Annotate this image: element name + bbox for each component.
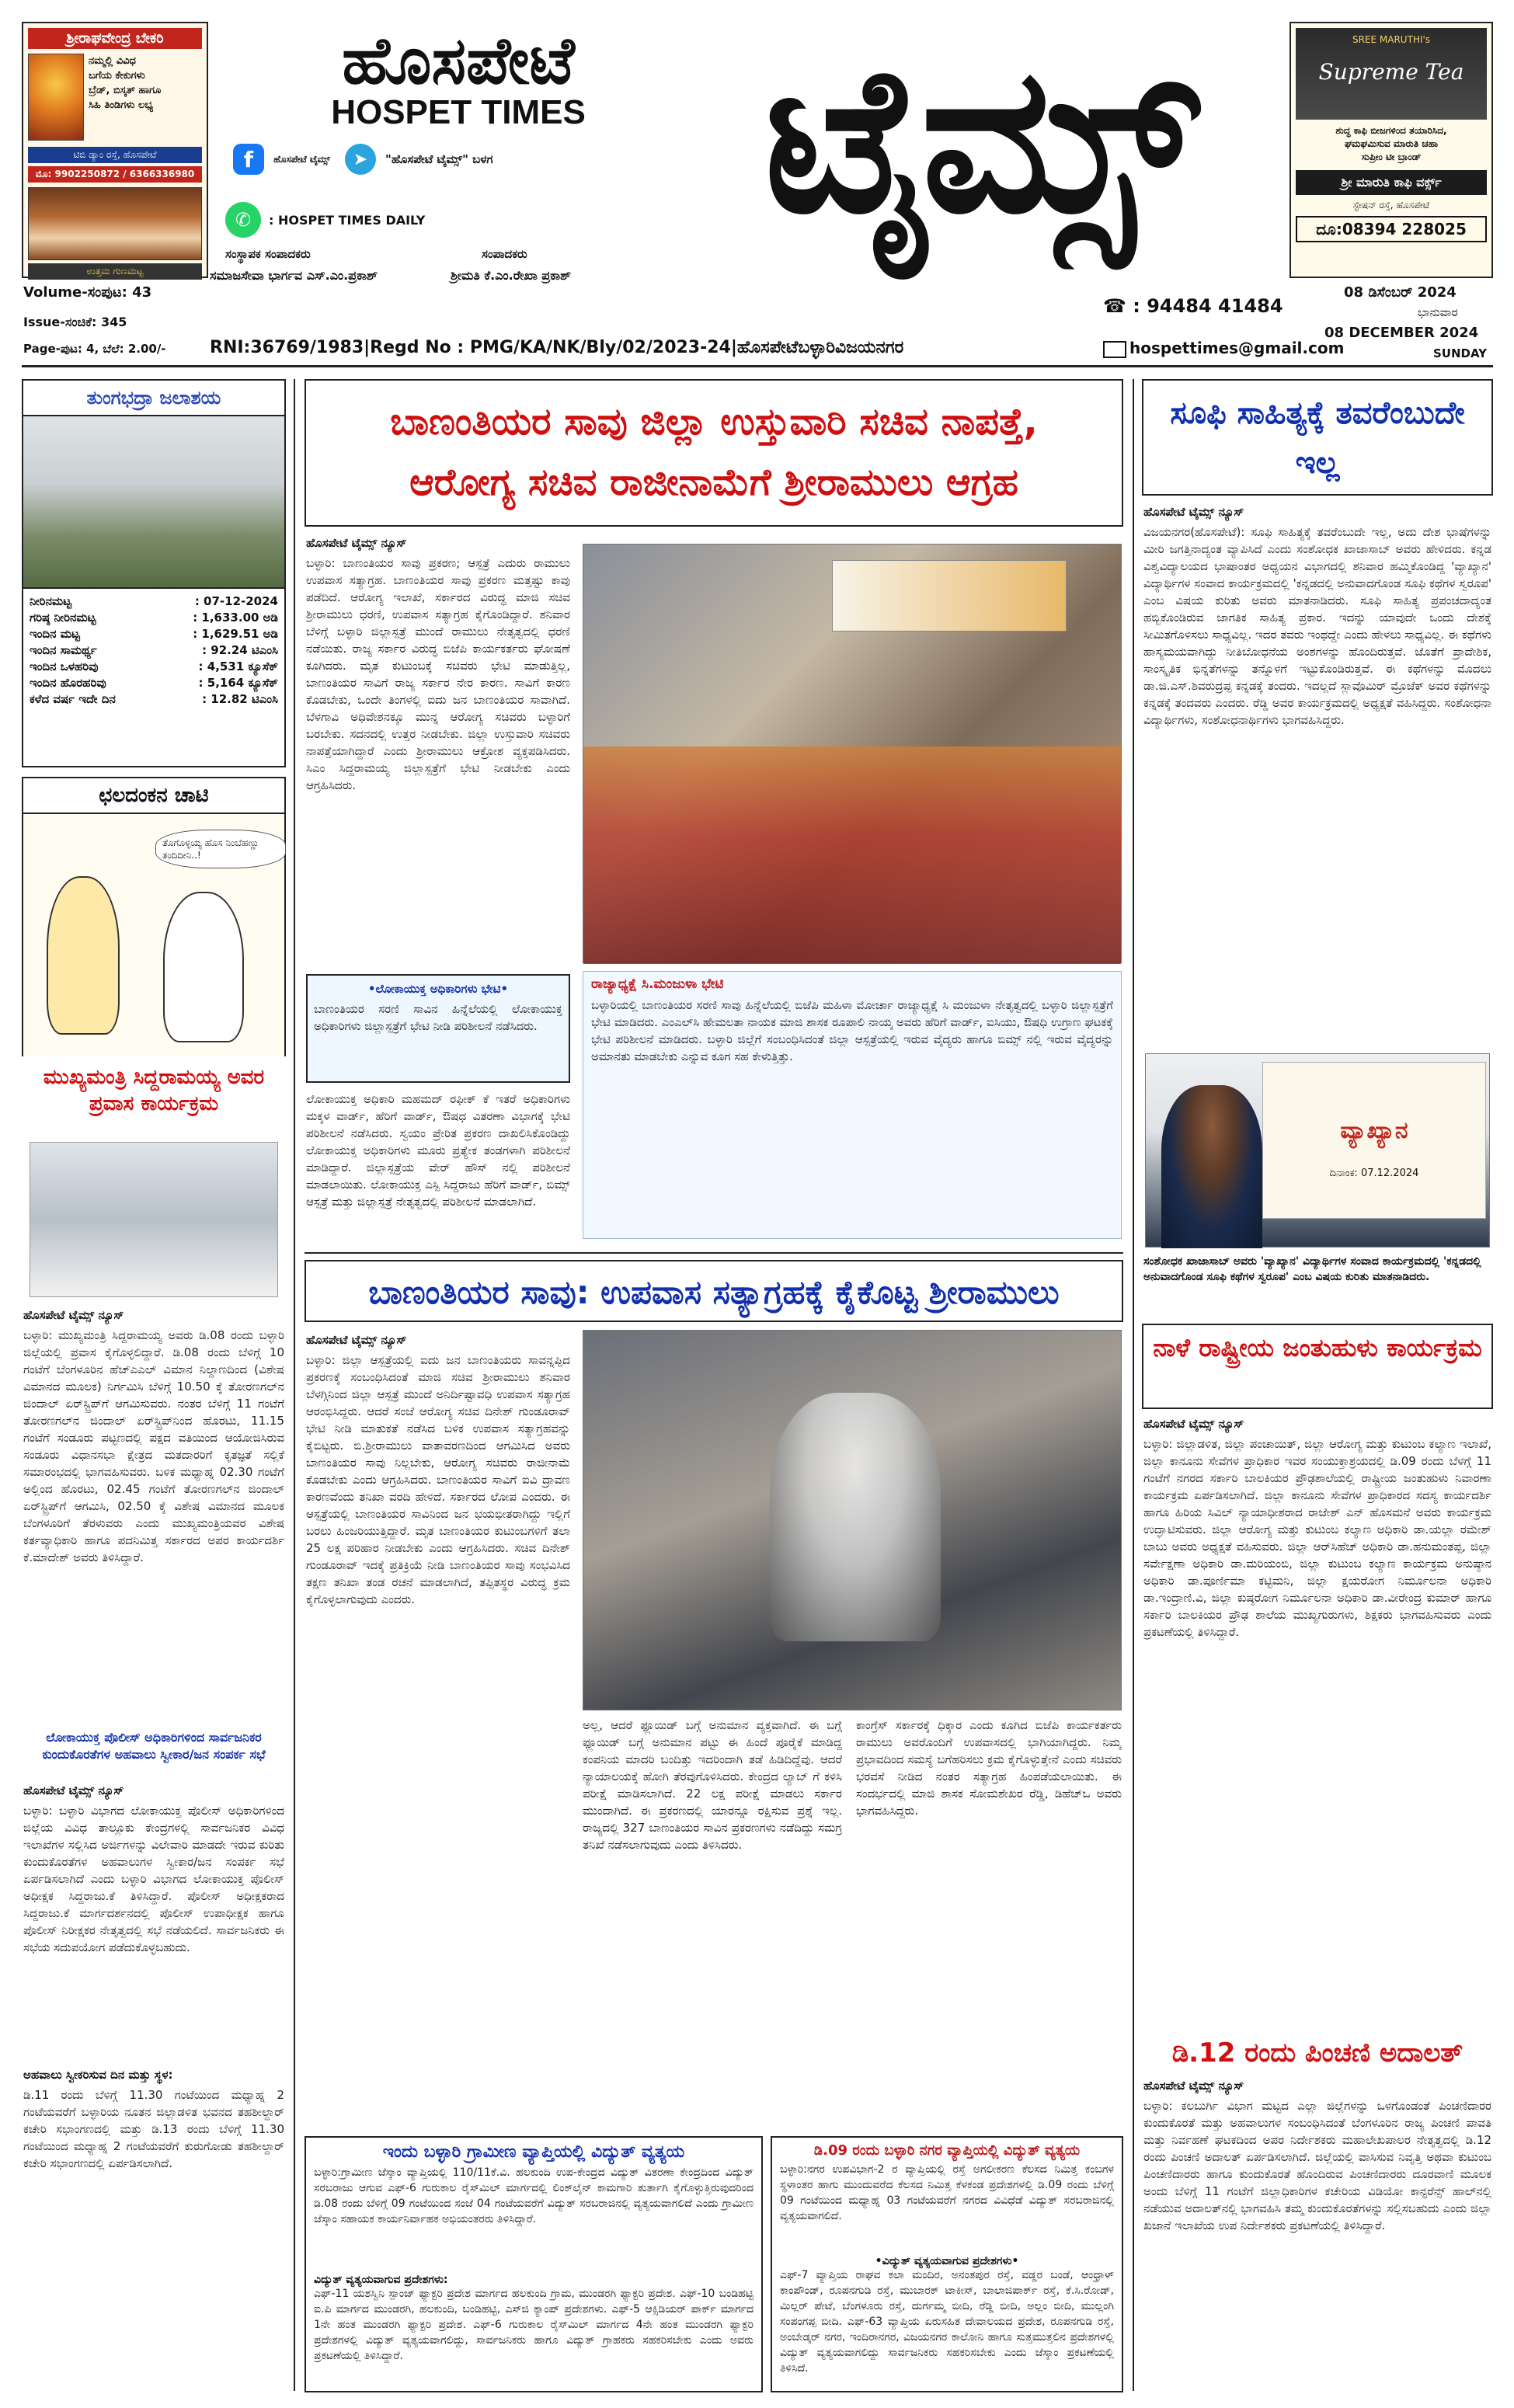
dam-row: ಗರಿಷ್ಠ ನೀರಿನಮಟ್ಟ : 1,633.00 ಅಡಿ [30,611,278,625]
second-photo [583,1330,1122,1710]
facebook-icon[interactable]: f [233,144,264,175]
whatsapp-row [225,200,691,239]
city-power-areas: ಎಫ್-7 ವ್ಯಾಪ್ತಿಯ ರಾಘವ ಕಲಾ ಮಂದಿರ, ಅನಂತಪುರ ರಸ್ತೆ, ವಡ್ಡರ ಬಂಡೆ, ಆಂಧ್ರಾಳ್ ಕಾಂಪೌಂಡ್, ರೂಪನಗುಡಿ ರಸ್ತೆ, ಮುಬಾರಕ್ ಟಾಕೀಸ್, ಬಾಲಾಜಿಪಾರ್ಕ್ ರಸ್ತೆ, ಕೆ.ಸಿ.ರೋಡ್, ಮಿಲ್ಲರ್ ಪೇಟೆ, ಬೆಂಗಳೂರು ರಸ್ತೆ, ದುರ್ಗಮ್ಮ ಬೀದಿ, ರೆಡ್ಡಿ ಬೀದಿ, ಅಲ್ಲಂ ಬೀದಿ, ಮುಲ್ಲಂಗಿ ಸಂಪಂಗಪ್ಪ ಬೀದಿ. ಎಫ್-63 ವ್ಯಾಪ್ತಿಯ ಏರುಸಹಿತ ದೇವಾಲಯದ ಪ್ರದೇಶ, ರೂಪನಗುಡಿ ರಸ್ತೆ, ಅಂಬೇಡ್ಕರ್ ನಗರ, ಇಂದಿರಾನಗರ, ವಿಜಯನಗರ ಕಾಲೋನಿ ಹಾಗೂ ಸುತ್ತಮುತ್ತಲಿನ ಪ್ರದೇಶಗಳಲ್ಲಿ ವಿದ್ಯುತ್ ವ್ಯತ್ಯಯವಾಗಲಿದ್ದು ಸಾರ್ವಜನಿಕರು ಸಹಕರಿಸಬೇಕು ಎಂದು ಜೆಸ್ಕಾಂ ಪ್ರಕಟಣೆಯಲ್ಲಿ ತಿಳಿಸಿದೆ. [780,2269,1114,2375]
ad-tea [1290,22,1493,278]
cm-photo [30,1142,278,1297]
cake-image [28,187,202,260]
whatsapp-label[interactable]: : HOSPET TIMES DAILY [269,212,426,228]
second-byline: ಹೊಸಪೇಟೆ ಟೈಮ್ಸ್ ನ್ಯೂಸ್ [306,1333,407,1347]
editor-name: ಶ್ರೀಮತಿ ಕೆ.ಎಂ.ರೇಖಾ ಪ್ರಕಾಶ್ [451,268,572,283]
ad-bakery-line: ಸಿಹಿ ತಿಂಡಿಗಳು ಲಭ್ಯ [89,99,154,111]
dam-row: ಇಂದಿನ ಒಳಹರಿವು : 4,531 ಕ್ಯೂಸೆಕ್ [30,659,278,673]
dam-row: ನೀರಿನಮಟ್ಟ : 07-12-2024 [30,594,278,608]
ad-tea-address: ಸ್ಟೇಷನ್ ರಸ್ತೆ, ಹೊಸಪೇಟೆ [1352,200,1430,211]
city-power-box [771,2136,1123,2392]
lead-photo [583,544,1122,963]
cartoon-title: ಛಲದಂಕನ ಚಾಟಿ [23,778,284,814]
second-photo-figure [770,1393,941,1641]
deworm-body: ಬಳ್ಳಾರಿ: ಜಿಲ್ಲಾಡಳಿತ, ಜಿಲ್ಲಾ ಪಂಚಾಯಿತ್, ಜಿಲ್ಲಾ ಆರೋಗ್ಯ ಮತ್ತು ಕುಟುಂಬ ಕಲ್ಯಾಣ ಇಲಾಖೆ, ಜಿಲ್ಲಾ ಕಾನೂನು ಸೇವೆಗಳ ಪ್ರಾಧಿಕಾರ ಇವರ ಸಂಯುಕ್ತಾಶ್ರಯದಲ್ಲಿ ಡಿ.09 ರಂದು ಬೆಳಗ್ಗೆ 11 ಗಂಟೆಗೆ ನಗರದ ಸರ್ಕಾರಿ ಬಾಲಕಿಯರ ಪ್ರೌಢಶಾಲೆಯಲ್ಲಿ ರಾಷ್ಟ್ರೀಯ ಜಂತುಹುಳು ನಿವಾರಣಾ ಕಾರ್ಯಕ್ರಮ ಏರ್ಪಡಿಸಲಾಗಿದೆ. ಜಿಲ್ಲಾ ಕಾನೂನು ಸೇವೆಗಳ ಪ್ರಾಧಿಕಾರದ ಸದಸ್ಯ ಕಾರ್ಯದರ್ಶಿ ಹಾಗೂ ಹಿರಿಯ ಸಿವಿಲ್ ನ್ಯಾಯಾಧೀಶರಾದ ರಾಜೇಶ್ ಎನ್ ಹೊಸಮನೆ ಅವರು ಕಾರ್ಯಕ್ರಮ ಉದ್ಘಾಟಿಸುವರು. ಜಿಲ್ಲಾ ಆರೋಗ್ಯ ಮತ್ತು ಕುಟುಂಬ ಕಲ್ಯಾಣ ಅಧಿಕಾರಿ ಡಾ.ಯಲ್ಲಾ ರಮೇಶ್ ಬಾಬು ಅವರು ಅಧ್ಯಕ್ಷತೆ ವಹಿಸುವರು. ಜಿಲ್ಲಾ ಆರ್‌ಸಿಹೆಚ್ ಅಧಿಕಾರಿ ಡಾ.ಹನುಮಂತಪ್ಪ, ಜಿಲ್ಲಾ ಸರ್ವೇಕ್ಷಣಾ ಅಧಿಕಾರಿ ಡಾ.ಮರಿಯಂಬಿ, ಜಿಲ್ಲಾ ಕುಟುಂಬ ಕಲ್ಯಾಣ ಕಾರ್ಯಕ್ರಮ ಅನುಷ್ಠಾನ ಅಧಿಕಾರಿ ಡಾ.ಪೂರ್ಣಿಮಾ ಕಟ್ಟಿಮನಿ, ಜಿಲ್ಲಾ ಕ್ಷಯರೋಗ ನಿರ್ಮೂಲನಾ ಅಧಿಕಾರಿ ಡಾ.ಇಂದ್ರಾಣಿ.ವಿ, ಜಿಲ್ಲಾ ಕುಷ್ಠರೋಗ ನಿರ್ಮೂಲನಾ ಅಧಿಕಾರಿ ಡಾ.ವೀರೇಂದ್ರ ಕುಮಾರ್ ಹಾಗೂ ಸರ್ಕಾರಿ ಬಾಲಕಿಯರ ಪ್ರೌಢ ಶಾಲೆಯ ಮುಖ್ಯಗುರುಗಳು, ಶಿಕ್ಷಕರು ಭಾಗವಹಿಸುವರು ಎಂದು ಪ್ರಕಟಣೆಯಲ್ಲಿ ತಿಳಿಸಿದ್ದಾರೆ. [1143,1437,1491,1639]
pension-body: ಬಳ್ಳಾರಿ: ಕಲಬುರ್ಗಿ ವಿಭಾಗ ಮಟ್ಟದ ಎಲ್ಲಾ ಜಿಲ್ಲೆಗಳನ್ನು ಒಳಗೊಂಡಂತೆ ಪಿಂಚಣಿದಾರರ ಕುಂದುಕೊರತೆ ಮತ್ತು ಅಹವಾಲುಗಳ ಸಂಬಂಧಿಸಿದಂತೆ ಬೆಂಗಳೂರಿನ ರಾಜ್ಯ ಪಿಂಚಣಿ ಪಾವತಿ ಮತ್ತು ನಿರ್ವಹಣೆ ಘಟಕದಿಂದ ಅಪರ ನಿರ್ದೇಶಕರು ಮಹಾಲೇಖಪಾಲರ ನೇತೃತ್ವದಲ್ಲಿ ಡಿ.12 ರಂದು ಪಿಂಚಣಿ ಅದಾಲತ್ ಏರ್ಪಡಿಸಲಾಗಿದೆ. ಜಿಲ್ಲೆಯಲ್ಲಿ ವಾಸಿಸುವ ನಿವೃತ್ತಿ ಅಥವಾ ಕುಟುಂಬ ಪಿಂಚಣಿದಾರರು ಹಾಗೂ ಕುಂದುಕೊರತೆ ಹೊಂದಿರುವ ಪಿಂಚಣಿದಾರರು ದೂರವಾಣಿ ಮೂಲಕ ಅಂದು ಬೆಳಿಗ್ಗೆ 11 ಗಂಟೆಗೆ ಜಿಲ್ಲಾಧಿಕಾರಿಗಳ ಕಚೇರಿಯ ವಿಡಿಯೋ ಕಾನ್ಫರೆನ್ಸ್ ಹಾಲ್‌ನಲ್ಲಿ ನಡೆಯುವ ಅದಾಲತ್‌ನಲ್ಲಿ ಭಾಗವಹಿಸಿ ತಮ್ಮ ಕುಂದುಕೊರತೆಗಳನ್ನು ಸಲ್ಲಿಸಬಹುದು ಎಂದು ಜಿಲ್ಲಾ ಖಜಾನೆ ಇಲಾಖೆಯ ಉಪ ನಿರ್ದೇಶಕರು ಪ್ರಕಟಣೆಯಲ್ಲಿ ತಿಳಿಸಿದ್ದಾರೆ. [1143,2099,1491,2232]
deworm-headline: ನಾಳೆ ರಾಷ್ಟ್ರೀಯ ಜಂತುಹುಳು ಕಾರ್ಯಕ್ರಮ [1142,1324,1493,1409]
cartoon-box [22,777,286,1056]
whatsapp-icon[interactable]: ✆ [225,202,261,238]
email-address[interactable]: hospettimes@gmail.com [1129,339,1345,357]
cm-byline: ಹೊಸಪೇಟೆ ಟೈಮ್ಸ್ ನ್ಯೂಸ್ [23,1308,124,1322]
lead-photo-banner [832,560,1067,632]
ad-tea-phone: ದೂ:08394 228025 [1296,216,1487,242]
phone-number: 94484 41484 [1147,295,1283,317]
lead-photo-caption-box [583,971,1122,1239]
mid-rule [305,1252,1123,1254]
registration-line: RNI:36769/1983|Regd No : PMG/KA/NK/Bly/02/2023-24|ಹೊಸಪೇಟೆಬಳ್ಳಾರಿವಿಜಯನಗರ [210,338,904,357]
column-rule-right [1133,379,1134,2391]
rural-power-areas-title: ವಿದ್ಯುತ್ ವ್ಯತ್ಯಯವಾಗುವ ಪ್ರದೇಶಗಳು: [314,2274,448,2286]
lead-headline-line2: ಆರೋಗ್ಯ ಸಚಿವ ರಾಜೀನಾಮೆಗೆ ಶ್ರೀರಾಮುಲು ಆಗ್ರಹ [409,461,1018,504]
lokayukta-headline: ಲೋಕಾಯುಕ್ತ ಪೊಲೀಸ್ ಅಧಿಕಾರಿಗಳಿಂದ ಸಾರ್ವಜನಿಕರ ಕುಂದುಕೊರತೆಗಳ ಅಹವಾಲು ಸ್ವೀಕಾರ/ಜನ ಸಂಪರ್ಕ ಸಭೆ [42,1730,266,1762]
social-row [233,140,699,179]
lead-photo-caption-body: ಬಳ್ಳಾರಿಯಲ್ಲಿ ಬಾಣಂತಿಯರ ಸರಣಿ ಸಾವು ಹಿನ್ನೆಲೆಯಲ್ಲಿ ಬಿಜೆಪಿ ಮಹಿಳಾ ಮೋರ್ಚಾ ರಾಜ್ಯಾಧ್ಯಕ್ಷೆ ಸಿ ಮಂಜುಳಾ ನೇತೃತ್ವದಲ್ಲಿ ಬಳ್ಳಾರಿ ಜಿಲ್ಲಾಸ್ಪತ್ರೆಗೆ ಭೇಟಿ ಮಾಡಿದರು. ಎಂಎಲ್‌ಸಿ ಹೇಮಲತಾ ನಾಯಕ ಮಾಜಿ ಶಾಸಕ ರೂಪಾಲಿ ನಾಯ್ಕ ಅವರು ಹೆರಿಗೆ ವಾರ್ಡ್, ಐಸಿಯು, ಔಷಧಿ ಉಗ್ರಾಣ ಘಟಕಕ್ಕೆ ಭೇಟಿ ಪರಿಶೀಲನೆ ಮಾಡಿದರು. ಬಳ್ಳಾರಿ ಜಿಲ್ಲೆಗೆ ಸಂಬಂಧಿಸಿದಂತೆ ಜಿಲ್ಲಾ ಆಸ್ಪತ್ರೆಯಲ್ಲಿ ಇರುವ ವೈದ್ಯರು ಹಾಗೂ ಬಿಮ್ಸ್ ನಲ್ಲಿ ಇರುವ ವೈದ್ಯರನ್ನು ಅಮಾನತು ಮಾಡಬೇಕು ಎನ್ನುವ ಕೂಗ ಸಹ ಕೇಳುತ್ತಿತ್ತು. [591,998,1113,1063]
lead-headline-line1: ಬಾಣಂತಿಯರ ಸಾವು ಜಿಲ್ಲಾ ಉಸ್ತುವಾರಿ ಸಚಿವ ನಾಪತ್ತೆ, [390,400,1038,444]
cartoon-figure-left [47,876,120,1035]
city-power-areas-title: •ವಿದ್ಯುತ್ ವ್ಯತ್ಯಯವಾಗುವ ಪ್ರದೇಶಗಳು• [875,2255,1019,2267]
pages-price: Page-ಪುಟ: 4, ಬೆಲೆ: 2.00/- [23,342,166,356]
lokayukta-sidebox-body: ಬಾಣಂತಿಯರ ಸರಣಿ ಸಾವಿನ ಹಿನ್ನೆಲೆಯಲ್ಲಿ ಲೋಕಾಯುಕ್ತ ಅಧಿಕಾರಿಗಳು ಜಿಲ್ಲಾಸ್ಪತ್ರೆಗೆ ಭೇಟಿ ನೀಡಿ ಪರಿಶೀಲನೆ ನಡೆಸಿದರು. [314,1002,562,1033]
lead-headline-box [305,379,1123,527]
lokayukta-byline: ಹೊಸಪೇಟೆ ಟೈಮ್ಸ್ ನ್ಯೂಸ್ [23,1783,124,1797]
lokayukta-schedule-title: ಅಹವಾಲು ಸ್ವೀಕರಿಸುವ ದಿನ ಮತ್ತು ಸ್ಥಳ: [23,2068,173,2082]
dam-row: ಕಳೆದ ವರ್ಷ ಇದೇ ದಿನ : 12.82 ಟಿಎಂಸಿ [30,692,278,706]
dam-row: ಇಂದಿನ ಸಾಮರ್ಥ್ಯ : 92.24 ಟಿಎಂಸಿ [30,643,278,657]
lokayukta-sidebox-title: •ಲೋಕಾಯುಕ್ತ ಅಧಿಕಾರಿಗಳು ಭೇಟಿ• [367,982,509,996]
lead-body-continued: ಲೋಕಾಯುಕ್ತ ಅಧಿಕಾರಿ ಮಹಮದ್ ರಫೀಕ್ ಕೆ ಇತರೆ ಅಧಿಕಾರಿಗಳು ಮಕ್ಕಳ ವಾರ್ಡ್, ಹೆರಿಗೆ ವಾರ್ಡ್, ಔಷಧ ವಿತರಣಾ ವಿಭಾಗಕ್ಕೆ ಭೇಟಿ ಪರಿಶೀಲನೆ ನಡೆಸಿದರು. ಸ್ವಯಂ ಪ್ರೇರಿತ ಪ್ರಕರಣ ದಾಖಲಿಸಿಕೊಂಡಿದ್ದು ಲೋಕಾಯುಕ್ತ ಅಧಿಕಾರಿಗಳು ಮೂರು ಪ್ರತ್ಯೇಕ ತಂಡಗಳಾಗಿ ಪರಿಶೀಲನೆ ಮಾಡಿದ್ದಾರೆ. ಜಿಲ್ಲಾಸ್ಪತ್ರೆಯ ವೇರ್ ಹೌಸ್ ನಲ್ಲಿ ಪರಿಶೀಲನೆ ಮಾಡಲಾಯಿತು. ಲೋಕಾಯುಕ್ತ ಎಸ್ಪಿ ಸಿದ್ದರಾಜು ಹೆರಿಗೆ ವಾರ್ಡ್, ಬಿಮ್ಸ್ ಆಸ್ಪತ್ರೆ ಮತ್ತು ಜಿಲ್ಲಾಸ್ಪತ್ರೆ ನೇತೃತ್ವದಲ್ಲಿ ಪರಿಶೀಲನೆ ಮಾಡಲಾಗಿದೆ. [306,1092,570,1209]
city-power-body: ಬಳ್ಳಾರಿ:ನಗರ ಉಪವಿಭಾಗ-2 ರ ವ್ಯಾಪ್ತಿಯಲ್ಲಿ ರಸ್ತೆ ಅಗಲೀಕರಣ ಕೆಲಸದ ನಿಮಿತ್ತ ಕಂಬಗಳ ಸ್ಥಳಾಂತರ ಹಾಗು ಮುಂದುವರೆದ ಕೆಲಸದ ನಿಮಿತ್ತ ಕೆಳಕಂಡ ಪ್ರದೇಶಗಳಲ್ಲಿ ಡಿ.09 ರಂದು ಬೆಳಿಗ್ಗೆ 09 ಗಂಟೆಯಿಂದ ಮಧ್ಯಾಹ್ನ 03 ಗಂಟೆಯವರೆಗೆ ನಗರದ ವಿವಿಧೆಡೆ ವಿದ್ಯುತ್ ಸರಬರಾಜಿನಲ್ಲಿ ವ್ಯತ್ಯಯವಾಗಲಿದೆ. [780,2163,1114,2222]
phone-icon: ☎ : [1103,295,1147,317]
lead-body: ಬಳ್ಳಾರಿ: ಬಾಣಂತಿಯರ ಸಾವು ಪ್ರಕರಣ; ಆಸ್ಪತ್ರೆ ಎದುರು ರಾಮುಲು ಉಪವಾಸ ಸತ್ಯಾಗ್ರಹ. ಬಾಣಂತಿಯರ ಸಾವು ಪ್ರಕರಣ ಮತ್ತಷ್ಟು ಕಾವು ಪಡೆದಿದೆ. ಆರೋಗ್ಯ ಇಲಾಖೆ, ಸರ್ಕಾರದ ವಿರುದ್ಧ ಮಾಜಿ ಸಚಿವ ಶ್ರೀರಾಮುಲು ಧರಣಿ, ಉಪವಾಸ ಸತ್ಯಾಗ್ರಹ ಕೈಗೊಂಡಿದ್ದಾರೆ. ಶನಿವಾರ ಬೆಳಿಗ್ಗೆ ಬಳ್ಳಾರಿ ಜಿಲ್ಲಾಸ್ಪತ್ರೆ ಮುಂದೆ ರಾಮುಲು ನೇತೃತ್ವದಲ್ಲಿ ಧರಣಿ ನಡೆಯಿತು. ರಾಜ್ಯ ಸರ್ಕಾರ ವಿರುದ್ಧ ಬಿಜೆಪಿ ಕಾರ್ಯಕರ್ತರು ಘೋಷಣೆ ಕೂಗಿದರು. ಮೃತ ಕುಟುಂಬಕ್ಕೆ ಸಚಿವರು ಭೇಟಿ ಮಾಡುತ್ತಿಲ್ಲ, ಬಾಣಂತಿಯರ ಸಾವಿಗೆ ರಾಜ್ಯ ಸರ್ಕಾರ ನೇರ ಕಾರಣ. ಸಾವಿಗೆ ಕಾರಣ ಕೊಡಬೇಕು, ಒಂದೇ ತಿಂಗಳಲ್ಲಿ ಐದು ಜನ ಬಾಣಂತಿಯರ ಸಾವಾಗಿದೆ. ಬೆಳಗಾವಿ ಅಧಿವೇಶನಕ್ಕೂ ಮುನ್ನ ಆರೋಗ್ಯ ಸಚಿವರು ಬಳ್ಳಾರಿಗೆ ಬರಬೇಕು. ಸದನದಲ್ಲಿ ಉತ್ತರ ನೀಡಬೇಕು. ಜಿಲ್ಲಾ ಉಸ್ತುವಾರಿ ಸಚಿವರು ನಾಪತ್ತೆಯಾಗಿದ್ದಾರೆ ಎಂದು ಶ್ರೀರಾಮುಲು ಆಕ್ರೋಶ ವ್ಯಕ್ತಪಡಿಸಿದರು. ಸಿಎಂ ಸಿದ್ದರಾಮಯ್ಯ ಜಿಲ್ಲಾಸ್ಪತ್ರೆಗೆ ಭೇಟಿ ನೀಡಬೇಕು ಎಂದು ಆಗ್ರಹಿಸಿದರು. [306,556,570,792]
cartoon-bubble: ತೊಗೊಳ್ಳಯ್ಯ ಹೊಸ ನಿಂಬೆಹಣ್ಣು ತಂದಿದೀನಿ..! [155,830,286,868]
column-rule-left [294,379,295,2391]
volume: Volume-ಸಂಪುಟ: 43 [23,284,152,301]
rural-power-body: ಬಳ್ಳಾರಿ:ಗ್ರಾಮೀಣ ಜೆಸ್ಕಾಂ ವ್ಯಾಪ್ತಿಯಲ್ಲಿ 110/11ಕೆ.ವಿ. ಹಲಕುಂದಿ ಉಪ-ಕೇಂದ್ರದ ವಿದ್ಯುತ್ ವಿತರಣಾ ಕೇಂದ್ರದಿಂದ ವಿದ್ಯುತ್ ಸರಬರಾಜು ಆಗುವ ಎಫ್-6 ಗುರುಕಾಲ ರೈಸ್‌ಮಿಲ್ ಮಾರ್ಗದಲ್ಲಿ ಲಿಂಕ್‌ಲೈನ್ ಕಾಮಗಾರಿ ತುರ್ತಾಗಿ ಕೈಗೊಳ್ಳುತ್ತಿರುವುದರಿಂದ ಡಿ.08 ರಂದು ಬೆಳಿಗ್ಗೆ 09 ಗಂಟೆಯಿಂದ ಸಂಜೆ 04 ಗಂಟೆಯವರೆಗೆ ವಿದ್ಯುತ್ ಸರಬರಾಜಿನಲ್ಲಿ ವ್ಯತ್ಯಯವಾಗಲಿದೆ ಎಂದು ಗ್ರಾಮೀಣ ಜೆಸ್ಕಾಂ ಸಹಾಯಕ ಕಾರ್ಯನಿರ್ವಾಹಕ ಅಭಿಯಂತರರು ತಿಳಿಸಿದ್ದಾರೆ. [314,2166,754,2225]
sufi-banner [1262,1062,1486,1219]
lokayukta-schedule: ಡಿ.11 ರಂದು ಬೆಳಿಗ್ಗೆ 11.30 ಗಂಟೆಯಿಂದ ಮಧ್ಯಾಹ್ನ 2 ಗಂಟೆಯವರೆಗೆ ಬಳ್ಳಾರಿಯ ನೂತನ ಜಿಲ್ಲಾಡಳಿತ ಭವನದ ತಹಶೀಲ್ದಾರ್ ಕಚೇರಿ ಸಭಾಂಗಣದಲ್ಲಿ ಮತ್ತು ಡಿ.13 ರಂದು ಬೆಳಿಗ್ಗೆ 11.30 ಗಂಟೆಯಿಂದ ಮಧ್ಯಾಹ್ನ 2 ಗಂಟೆಯವರೆಗೆ ಕುರುಗೋಡು ತಹಶೀಲ್ದಾರ್ ಕಚೇರಿ ಸಭಾಂಗಣದಲ್ಲಿ ಏರ್ಪಡಿಸಲಾಗಿದೆ. [23,2088,284,2170]
ad-tea-brand-top: SREE MARUTHI's [1352,34,1431,45]
ad-tea-line: ಸುಪ್ರೀಂ ಟೀ ಬ್ರಾಂಡ್ [1361,151,1422,162]
founder-label: ಸಂಸ್ಥಾಪಕ ಸಂಪಾದಕರು [225,247,311,261]
facebook-label[interactable]: ಹೊಸಪೇಟೆ ಟೈಮ್ಸ್ [273,154,331,165]
city-power-headline: ಡಿ.09 ರಂದು ಬಳ್ಳಾರಿ ನಗರ ವ್ಯಾಪ್ತಿಯಲ್ಲಿ ವಿದ್ಯುತ್ ವ್ಯತ್ಯಯ [813,2142,1081,2159]
masthead-rule [22,365,1493,367]
telegram-icon[interactable]: ➤ [345,144,376,175]
ad-bakery-address: ಟಿಬಿ ಡ್ಯಾಂ ರಸ್ತೆ, ಹೊಸಪೇಟೆ [28,147,202,163]
masthead-kannada-title: ಹೊಸಪೇಟೆ [342,22,575,99]
lokayukta-body: ಬಳ್ಳಾರಿ: ಬಳ್ಳಾರಿ ವಿಭಾಗದ ಲೋಕಾಯುಕ್ತ ಪೊಲೀಸ್ ಅಧಿಕಾರಿಗಳಿಂದ ಜಿಲ್ಲೆಯ ವಿವಿಧ ತಾಲ್ಲೂಕು ಕೇಂದ್ರಗಳಲ್ಲಿ ಸಾರ್ವಜನಿಕರ ವಿವಿಧ ಇಲಾಖೆಗಳ ಸಲ್ಲಿಸಿದ ಅರ್ಜಿಗಳನ್ನು ವಿಲೇವಾರಿ ಮಾಡದೇ ಇರುವ ಕುರಿತು ಕುಂದುಕೊರತೆಗಳ ಅಹವಾಲುಗಳ ಸ್ವೀಕಾರ/ಜನ ಸಂಪರ್ಕ ಸಭೆ ಏರ್ಪಡಿಸಲಾಗಿದೆ ಎಂದು ಬಳ್ಳಾರಿ ವಿಭಾಗದ ಲೋಕಾಯುಕ್ತ ಪೊಲೀಸ್ ಅಧೀಕ್ಷಕ ಸಿದ್ದರಾಜು.ಕೆ ತಿಳಿಸಿದ್ದಾರೆ. ಪೊಲೀಸ್ ಅಧೀಕ್ಷಕರಾದ ಸಿದ್ದರಾಜು.ಕೆ ಮಾರ್ಗದರ್ಶನದಲ್ಲಿ ಪೊಲೀಸ್ ಉಪಾಧೀಕ್ಷಕ ಹಾಗೂ ಪೊಲೀಸ್ ನಿರೀಕ್ಷಕರ ನೇತೃತ್ವದಲ್ಲಿ ಸಭೆ ನಡೆಯಲಿದೆ. ಸಾರ್ವಜನಿಕರು ಈ ಸಭೆಯ ಸದುಪಯೋಗ ಪಡೆದುಕೊಳ್ಳಬಹುದು. [23,1804,284,1954]
sufi-body: ವಿಜಯನಗರ(ಹೊಸಪೇಟೆ): ಸೂಫಿ ಸಾಹಿತ್ಯಕ್ಕೆ ತವರೆಂಬುದೇ ಇಲ್ಲ, ಅದು ದೇಶ ಭಾಷೆಗಳನ್ನು ಮೀರಿ ಜಗತ್ತಿನಾದ್ಯಂತ ವ್ಯಾಪಿಸಿದೆ ಎಂದು ಸಂಶೋಧಕ ಖಾಜಾಸಾಬ್ ಅವರು ಹೇಳಿದರು. ಕನ್ನಡ ವಿಶ್ವವಿದ್ಯಾಲಯದ ಭಾಷಾಂತರ ಅಧ್ಯಯನ ವಿಭಾಗದಲ್ಲಿ ಶನಿವಾರ ಹಮ್ಮಿಕೊಂಡಿದ್ದ 'ವ್ಯಾಖ್ಯಾನ' ವಿದ್ಯಾರ್ಥಿಗಳ ಸಂವಾದ ಕಾರ್ಯಕ್ರಮದಲ್ಲಿ 'ಕನ್ನಡದಲ್ಲಿ ಅನುವಾದಗೊಂಡ ಸೂಫಿ ಕಥೆಗಳ ಸ್ವರೂಪ' ಎಂಬ ವಿಷಯ ಕುರಿತು ಅವರು ಮಾತನಾಡಿದರು. ಸೂಫಿ ಸಾಹಿತ್ಯ ಪ್ರಪಂಚದಾದ್ಯಂತ ಹಬ್ಬಿಕೊಂಡಿರುವ ಜಾಗತಿಕ ಸಾಹಿತ್ಯ ಪ್ರಕಾರ. ಇದನ್ನು ಯಾವುದೇ ಒಂದು ದೇಶಕ್ಕೆ ಸೀಮಿತಗೊಳಿಸಲು ಸಾಧ್ಯವಿಲ್ಲ. ಇದರ ತವರು ಇಂಥದ್ದೇ ಎಂದು ಹೇಳಲು ಸಾಧ್ಯವಿಲ್ಲ. ಈ ಕಥೆಗಳು ಹಾಸ್ಯಮಯವಾಗಿದ್ದು ನೀತಿಬೋಧನೆಯ ಅಂಶಗಳನ್ನು ಹೊಂದಿರುತ್ತವೆ. ಜೊತೆಗೆ ಪ್ರಾದೇಶಿಕ, ಸಾಂಸ್ಕೃತಿಕ ಭಿನ್ನತೆಗಳನ್ನು ತನ್ನೊಳಗೆ ಇಟ್ಟುಕೊಂಡಿರುತ್ತವೆ. ಈ ಕಥೆಗಳನ್ನು ಮೊದಲು ಡಾ.ಜಿ.ಎಸ್.ಶಿವರುದ್ರಪ್ಪ ಕನ್ನಡಕ್ಕೆ ತಂದರು. ಇದಲ್ಲದೆ ಸ್ಲಾವೊಮಿರ್ ಮ್ರೊಜೆಕ್ ಅವರ ಕಥೆಗಳನ್ನು ಕನ್ನಡಕ್ಕೆ ತಂದವರು ಎಂದರು. ರೆಡ್ಡಿ ಅವರ ಕಾರ್ಯಕ್ರಮದಲ್ಲಿ ಅಧ್ಯಕ್ಷತೆ ವಹಿಸಿದ್ದರು. ಸಂಶೋಧನಾ ವಿದ್ಯಾರ್ಥಿಗಳು, ಸಂಶೋಧನಾರ್ಥಿಗಳು ಭಾಗವಹಿಸಿದ್ದರು. [1143,525,1491,727]
day-kn: ಭಾನುವಾರ [1418,305,1458,319]
dam-title: ತುಂಗಭದ್ರಾ ಜಲಾಶಯ [23,381,284,416]
ad-tea-line: ಘಮಘಮಿಸುವ ಮಾರುತಿ ಚಹಾ [1344,138,1439,149]
sufi-byline: ಹೊಸಪೇಟೆ ಟೈಮ್ಸ್ ನ್ಯೂಸ್ [1143,505,1244,519]
sufi-headline: ಸೂಫಿ ಸಾಹಿತ್ಯಕ್ಕೆ ತವರೆಂಬುದೇ ಇಲ್ಲ [1142,379,1493,496]
rural-power-box [305,2136,763,2392]
day-en: SUNDAY [1433,346,1488,360]
second-body-continued: ಅಲ್ಲ, ಆದರೆ ಫ್ಲೂಯಿಡ್ ಬಗ್ಗೆ ಅನುಮಾನ ವ್ಯಕ್ತವಾಗಿದೆ. ಈ ಬಗ್ಗೆ ಫ್ಲೂಯಿಡ್ ಬಗ್ಗೆ ಅನುಮಾನ ಪಟ್ಟು ಈ ಹಿಂದೆ ಪೂರೈಕೆ ಮಾಡಿದ್ದ ಕಂಪನಿಯ ಮಾದರಿ ಬಂದಿತ್ತು ಇದರಿಂದಾಗಿ ತಡೆ ಹಿಡಿದಿದ್ದೆವು. ಆದರೆ ನ್ಯಾಯಾಲಯಕ್ಕೆ ಹೋಗಿ ತೆರವುಗೊಳಿಸಿದರು. ಕೇಂದ್ರದ ಲ್ಯಾಬ್ ಗೆ ಕಳಿಸಿ ಪರೀಕ್ಷೆ ಮಾಡಿಸಲಾಗಿದೆ. 22 ಲಕ್ಷ ಪರೀಕ್ಷೆ ಮಾಡಲು ಸರ್ಕಾರ ಮುಂದಾಗಿದೆ. ಈ ಪ್ರಕರಣದಲ್ಲಿ ಯಾರನ್ನೂ ರಕ್ಷಿಸುವ ಪ್ರಶ್ನೆ ಇಲ್ಲ. ರಾಜ್ಯದಲ್ಲಿ 327 ಬಾಣಂತಿಯರ ಸಾವಿನ ಪ್ರಕರಣಗಳು ನಡೆದಿದ್ದು ಸಮಗ್ರ ತನಿಖೆ ನಡೆಸಲಾಗುವುದು ಎಂದು ತಿಳಿಸಿದರು. [583,1718,842,1852]
masthead-english-title: HOSPET TIMES [331,93,586,131]
sufi-banner-text: ವ್ಯಾಖ್ಯಾನ [1340,1117,1408,1144]
email-row [1103,339,1344,358]
lokayukta-sidebox [306,974,570,1083]
ad-bakery [22,22,208,278]
date-en: 08 DECEMBER 2024 [1324,325,1479,341]
second-body: ಬಳ್ಳಾರಿ: ಜಿಲ್ಲಾ ಆಸ್ಪತ್ರೆಯಲ್ಲಿ ಐದು ಜನ ಬಾಣಂತಿಯರು ಸಾವನ್ನಪ್ಪಿದ ಪ್ರಕರಣಕ್ಕೆ ಸಂಬಂಧಿಸಿದಂತೆ ಮಾಜಿ ಸಚಿವ ಶ್ರೀರಾಮುಲು ಶನಿವಾರ ಬೆಳಗ್ಗಿನಿಂದ ಜಿಲ್ಲಾ ಆಸ್ಪತ್ರೆ ಮುಂದೆ ಅನಿರ್ದಿಷ್ಟಾವಧಿ ಉಪವಾಸ ಸತ್ಯಾಗ್ರಹ ಆರಂಭಿಸಿದ್ದರು. ಆದರೆ ಸಂಜೆ ಆರೋಗ್ಯ ಸಚಿವ ದಿನೇಶ್ ಗುಂಡೂರಾವ್ ಭೇಟಿ ನೀಡಿ ಮಾತುಕತೆ ನಡೆಸಿದ ಬಳಿಕ ಉಪವಾಸ ಸತ್ಯಾಗ್ರಹವನ್ನು ಕೈಬಿಟ್ಟರು. ಬಿ.ಶ್ರೀರಾಮುಲು ವಾತಾವರಣದಿಂದ ಆಗಮಿಸಿದ ಅವರು ಬಾಣಂತಿಯರ ಸಾವು ನಿಲ್ಲಬೇಕು, ಆರೋಗ್ಯ ಸಚಿವರು ರಾಜೀನಾಮೆ ಕೊಡಬೇಕು ಎಂದು ಆಗ್ರಹಿಸಿದರು. ಬಾಣಂತಿಯರ ಸಾವಿಗೆ ಐವಿ ದ್ರಾವಣ ಕಾರಣವೆಂದು ತನಿಖಾ ವರದಿ ಹೇಳಿದೆ. ಸರ್ಕಾರದ ಲೋಪ ಎಂದರು. ಈ ಆಸ್ಪತ್ರೆಯಲ್ಲಿ ಬಾಣಂತಿಯರ ಸಾವಿನಿಂದ ಜನ ಭಯಭೀತರಾಗಿದ್ದು ಇಲ್ಲಿಗೆ ಬರಲು ಹಿಂಜರಿಯುತ್ತಿದ್ದಾರೆ. ಮೃತ ಬಾಣಂತಿಯರ ಕುಟುಂಬಗಳಿಗೆ ತಲಾ 25 ಲಕ್ಷ ಪರಿಹಾರ ನೀಡಬೇಕು ಎಂದು ಆಗ್ರಹಿಸಿದರು. ಸಚಿವ ದಿನೇಶ್ ಗುಂಡೂರಾವ್ ಇದಕ್ಕೆ ಪ್ರತಿಕ್ರಿಯೆ ನೀಡಿ ಬಾಣಂತಿಯರ ಸಾವು ಸಂಭವಿಸಿದ ತಕ್ಷಣ ತನಿಖಾ ತಂಡ ರಚನೆ ಮಾಡಲಾಗಿದೆ, ತಪ್ಪಿತಸ್ಥರ ವಿರುದ್ಧ ಕ್ರಮ ಕೈಗೊಳ್ಳಲಾಗುವುದು ಎಂದರು. [306,1353,570,1606]
phone-row [1103,295,1283,317]
founder-name: ಸಮಾಜಸೇವಾ ಭಾರ್ಗವ ಎಸ್.ಎಂ.ಪ್ರಕಾಶ್ [210,268,378,283]
speaker-figure [1161,1085,1262,1248]
pension-headline: ಡಿ.12 ರಂದು ಪಿಂಚಣಿ ಅದಾಲತ್ [1171,2037,1464,2069]
issue: Issue-ಸಂಚಿಕೆ: 345 [23,315,127,329]
rural-power-headline: ಇಂದು ಬಳ್ಳಾರಿ ಗ್ರಾಮೀಣ ವ್ಯಾಪ್ತಿಯಲ್ಲಿ ವಿದ್ಯುತ್ ವ್ಯತ್ಯಯ [382,2142,685,2162]
ad-bakery-line: ಬ್ರೆಡ್, ಬಿಸ್ಕತ್ ಹಾಗೂ [89,85,162,96]
ad-bakery-phone: ಮೊ: 9902250872 / 6366336980 [28,166,202,183]
rural-power-areas: ಎಫ್-11 ಯಶಸ್ವಿನಿ ಸ್ಪಾಂಜ್ ಫ್ಯಾಕ್ಟರಿ ಪ್ರದೇಶ ಮಾರ್ಗದ ಹಲಕುಂದಿ ಗ್ರಾಮ, ಮುಂಡರಗಿ ಫ್ಯಾಕ್ಟರಿ ಪ್ರದೇಶ. ಎಫ್-10 ಬಂಡಿಹಟ್ಟಿ ಐ.ಪಿ ಮಾರ್ಗದ ಮುಂಡರಗಿ, ಹಲಕುಂದಿ, ಬಂಡಿಹಟ್ಟಿ, ಎಸ್‌ಜಿ ಕ್ಯಾಂಪ್ ಪ್ರದೇಶಗಳು. ಎಫ್-5 ಆಕ್ಸಿಡಿಯರ್ ಪಾರ್ಕ್ ಮಾರ್ಗದ 1ನೇ ಹಂತ ಮುಂಡರಗಿ ಫ್ಯಾಕ್ಟರಿ ಪ್ರದೇಶ. ಎಫ್-6 ಗುರುಕಾಲ ರೈಸ್‌ಮಿಲ್ ಮಾರ್ಗದ 4ನೇ ಹಂತ ಮುಂಡರಗಿ ಫ್ಯಾಕ್ಟರಿ ಪ್ರದೇಶಗಳಲ್ಲಿ ವಿದ್ಯುತ್ ವ್ಯತ್ಯಯವಾಗಲಿದ್ದು, ಸಾರ್ವಜನಿಕರು ಹಾಗೂ ವಿದ್ಯುತ್ ಗ್ರಾಹಕರು ಸಹಕರಿಸಬೇಕು ಎಂದು ಅವರು ಪ್ರಕಟಣೆಯಲ್ಲಿ ತಿಳಿಸಿದ್ದಾರೆ. [314,2288,754,2362]
date-kn: 08 ಡಿಸೆಂಬರ್ 2024 [1344,284,1457,301]
ad-tea-logo [1296,28,1487,120]
deity-image [28,54,84,141]
ad-tea-shop: ಶ್ರೀ ಮಾರುತಿ ಕಾಫಿ ವರ್ಕ್ಸ್ [1296,170,1487,195]
ad-tea-brand: Supreme Tea [1318,59,1464,85]
editor-label: ಸಂಪಾದಕರು [482,247,527,261]
second-body-continued-2: ಕಾಂಗ್ರೆಸ್ ಸರ್ಕಾರಕ್ಕೆ ಧಿಕ್ಕಾರ ಎಂದು ಕೂಗಿದ ಬಿಜೆಪಿ ಕಾರ್ಯಕರ್ತರು ರಾಮುಲು ಅವರೊಂದಿಗೆ ಉಪವಾಸದಲ್ಲಿ ಭಾಗಿಯಾಗಿದ್ದರು. ನಿಮ್ಮ ಪ್ರಭಾವದಿಂದ ಸಮಸ್ಯೆ ಬಗೆಹರಿಸಲು ಕ್ರಮ ಕೈಗೊಳ್ಳುತ್ತೇನೆ ಎಂದು ಸಚಿವರು ಭರವಸೆ ನೀಡಿದ ನಂತರ ಸತ್ಯಾಗ್ರಹ ಹಿಂಪಡೆಯಲಾಯಿತು. ಈ ಸಂದರ್ಭದಲ್ಲಿ ಮಾಜಿ ಶಾಸಕ ಸೋಮಶೇಖರ ರೆಡ್ಡಿ, ಡಿಹೆಚ್‌ಒ ಅವರು ಭಾಗವಹಿಸಿದ್ದರು. [856,1718,1122,1818]
cm-headline: ಮುಖ್ಯಮಂತ್ರಿ ಸಿದ್ದರಾಮಯ್ಯ ಅವರ ಪ್ರವಾಸ ಕಾರ್ಯಕ್ರಮ [43,1066,265,1115]
ad-tea-line: ಶುದ್ಧ ಕಾಫಿ ಬೀಜಗಳಿಂದ ತಯಾರಿಸಿದ, [1335,125,1447,136]
cartoon-figure-right [163,892,244,1042]
telegram-label[interactable]: "ಹೊಸಪೇಟೆ ಟೈಮ್ಸ್" ಬಳಗ [385,152,493,166]
cm-body: ಬಳ್ಳಾರಿ: ಮುಖ್ಯಮಂತ್ರಿ ಸಿದ್ದರಾಮಯ್ಯ ಅವರು ಡಿ.08 ರಂದು ಬಳ್ಳಾರಿ ಜಿಲ್ಲೆಯಲ್ಲಿ ಪ್ರವಾಸ ಕೈಗೊಳ್ಳಲಿದ್ದಾರೆ. ಡಿ.08 ರಂದು ಬೆಳಿಗ್ಗೆ 10 ಗಂಟೆಗೆ ಬೆಂಗಳೂರಿನ ಹೆಚ್‌ಎಎಲ್ ವಿಮಾನ ನಿಲ್ದಾಣದಿಂದ (ವಿಶೇಷ ವಿಮಾನದ ಮೂಲಕ) ನಿರ್ಗಮಿಸಿ ಬೆಳಿಗ್ಗೆ 10.50 ಕ್ಕೆ ತೋರಣಗಲ್‌ನ ಜಿಂದಾಲ್ ಏರ್‌ಸ್ಟ್ರಿಪ್‌ಗೆ ಆಗಮಿಸುವರು. ನಂತರ ಬೆಳಿಗ್ಗೆ 11 ಗಂಟೆಗೆ ತೋರಣಗಲ್‌ನ ಜಿಂದಾಲ್ ಏರ್‌ಸ್ಟ್ರಿಪ್‌ನಿಂದ ಹೊರಟು, 11.15 ಗಂಟೆಗೆ ಸಂಡೂರು ಪಟ್ಟಣದಲ್ಲಿ ಪಕ್ಷದ ವತಿಯಿಂದ ಆಯೋಜಿಸಿರುವ ಸಂಡೂರು ವಿಧಾನಸಭಾ ಕ್ಷೇತ್ರದ ಮತದಾರರಿಗೆ ಕೃತಜ್ಞತೆ ಸಲ್ಲಿಕೆ ಸಮಾರಂಭದಲ್ಲಿ ಭಾಗವಹಿಸುವರು. ಬಳಿಕ ಮಧ್ಯಾಹ್ನ 02.30 ಗಂಟೆಗೆ ಅಲ್ಲಿಂದ ಹೊರಟು, 02.45 ಗಂಟೆಗೆ ತೋರಣಗಲ್‌ನ ಜಿಂದಾಲ್ ಏರ್‌ಸ್ಟ್ರಿಪ್‌ಗೆ ಆಗಮಿಸಿ, 02.50 ಕ್ಕೆ ವಿಶೇಷ ವಿಮಾನದ ಮೂಲಕ ಬೆಂಗಳೂರಿಗೆ ತೆರಳುವರು ಎಂದು ಮುಖ್ಯಮಂತ್ರಿಯವರ ವಿಶೇಷ ಕರ್ತವ್ಯಾಧಿಕಾರಿ ಹಾಗೂ ಪದನಿಮಿತ್ತ ಸರ್ಕಾರದ ಅಪರ ಕಾರ್ಯದರ್ಶಿ ಕೆ.ಮಾದೇಶ್ ಅವರು ತಿಳಿಸಿದ್ದಾರೆ. [23,1328,284,1564]
pension-byline: ಹೊಸಪೇಟೆ ಟೈಮ್ಸ್ ನ್ಯೂಸ್ [1143,2079,1244,2093]
ad-bakery-title: ಶ್ರೀರಾಘವೇಂದ್ರ ಬೇಕರಿ [28,28,202,49]
dam-box [22,379,286,767]
second-headline: ಬಾಣಂತಿಯರ ಸಾವು: ಉಪವಾಸ ಸತ್ಯಾಗ್ರಹಕ್ಕೆ ಕೈಕೊಟ್ಟ ಶ್ರೀರಾಮುಲು [305,1260,1123,1322]
lead-photo-crowd [583,746,1121,964]
dam-row: ಇಂದಿನ ಮಟ್ಟ : 1,629.51 ಅಡಿ [30,627,278,641]
sufi-photo-caption: ಸಂಶೋಧಕ ಖಾಜಾಸಾಬ್ ಅವರು 'ವ್ಯಾಖ್ಯಾನ' ವಿದ್ಯಾರ್ಥಿಗಳ ಸಂವಾದ ಕಾರ್ಯಕ್ರಮದಲ್ಲಿ 'ಕನ್ನಡದಲ್ಲಿ ಅನುವಾದಗೊಂಡ ಸೂಫಿ ಕಥೆಗಳ ಸ್ವರೂಪ' ಎಂಬ ವಿಷಯ ಕುರಿತು ಮಾತನಾಡಿದರು. [1143,1255,1481,1283]
lead-byline: ಹೊಸಪೇಟೆ ಟೈಮ್ಸ್ ನ್ಯೂಸ್ [306,536,407,550]
masthead-big-title: ಟೈಮ್ಸ್ [764,21,1194,258]
ad-bakery-line: ನಮ್ಮಲ್ಲಿ ವಿವಿಧ [89,55,136,67]
dam-row: ಇಂದಿನ ಹೊರಹರಿವು : 5,164 ಕ್ಯೂಸೆಕ್ [30,676,278,690]
deworm-byline: ಹೊಸಪೇಟೆ ಟೈಮ್ಸ್ ನ್ಯೂಸ್ [1143,1417,1244,1431]
ad-bakery-line: ಬಗೆಯ ಕೇಕುಗಳು [89,70,145,82]
cartoon-image [23,814,284,1056]
sufi-photo [1145,1053,1490,1247]
lead-photo-caption: ರಾಜ್ಯಾಧ್ಯಕ್ಷೆ ಸಿ.ಮಂಜುಳಾ ಭೇಟಿ [591,976,724,992]
dam-photo [23,416,284,589]
sufi-banner-date: ದಿನಾಂಕ: 07.12.2024 [1329,1167,1419,1179]
ad-bakery-footer: ಉತ್ತಮ ಗುಣಮಟ್ಟ [28,263,202,280]
mail-icon [1103,341,1126,358]
